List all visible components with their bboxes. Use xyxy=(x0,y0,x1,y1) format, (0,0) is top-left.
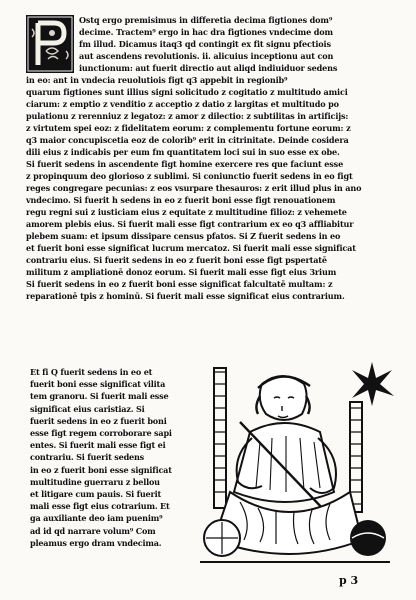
text-line: plebem suam: et ipsum dissipare census pfatos. Si Z fuerit sedens in eo xyxy=(26,231,341,241)
column-line: ga auxiliante deo iam puenim⁹ xyxy=(30,513,163,524)
column-line: fuerit sedens in eo z fuerit boni xyxy=(30,415,167,426)
column-line: et litigare cum pauis. Si fuerit xyxy=(30,489,161,500)
column-line: multitudine guerraru z bellou xyxy=(30,476,160,487)
text-line: dili eius z indicabis per eum fm quantitatem loci sui in suo esse ex obe. xyxy=(26,147,340,157)
text-line: fm illud. Dicamus itaq3 qd contingit ex fit signu pfectiois xyxy=(79,39,331,49)
text-line: z virtutem spei eoz: z fidelitatem eorum: z complementu fortune eorum: z xyxy=(26,123,351,133)
text-line: pulationu z rerenniuz z legatoz: z amor z dilectio: z subtilitas in artificijs: xyxy=(26,111,349,121)
column-line: fuerit boni esse significat vilita xyxy=(30,379,166,390)
woodcut-figure-illustration xyxy=(200,362,390,570)
text-line: reparationē tpis z hominū. Si fuerit mali esse significat eius contrarium. xyxy=(26,291,345,301)
column-line: mali esse figt eius cotrarium. Et xyxy=(30,501,170,512)
column-line: ad id qd narrare volum⁹ Com xyxy=(30,525,156,536)
text-line: Si fuerit sedens in eo z fuerit boni esse significat falcultatē multam: z xyxy=(26,279,333,289)
text-line: amorem plebis eius. Si fuerit mali esse figt contrarium ex eo q3 affliabitur xyxy=(26,219,354,229)
text-line: decime. Tractem⁹ ergo in hac dra figtiones vndecime dom xyxy=(79,27,333,37)
text-line: militum z ampliationē donoz eorum. Si fuerit mali esse figt eius 3rium xyxy=(26,267,337,277)
text-line: iunctionum: aut fuerit directio aut aliqd indiuiduor sedens xyxy=(79,63,338,73)
column-line: pleamus ergo dram vndecima. xyxy=(30,537,162,548)
text-line: Ostq ergo premisimus in differetia decima figtiones dom⁹ xyxy=(79,15,333,25)
text-line: vndecimo. Si fuerit h sedens in eo z fuerit boni esse figt renouationem xyxy=(26,195,336,205)
text-line: ciarum: z emptio z venditio z acceptio z datio z largitas et multitudo po xyxy=(26,99,339,109)
column-text-block xyxy=(30,366,193,549)
text-line: reges congregare pecunias: z eos vsurpare thesauros: z erit illud plus in ano xyxy=(26,183,362,193)
column-line: Et fi Q fuerit sedens in eo et xyxy=(30,367,153,377)
text-line: z propinquum deo glorioso z sublimi. Si coniunctio fuerit sedens in eo figt xyxy=(26,171,353,181)
column-line: in eo z fuerit boni esse significat xyxy=(30,464,172,475)
text-line: contrariu eius. Si fuerit sedens in eo z fuerit boni esse figt pspertatē xyxy=(26,255,327,265)
text-line: quarum figtiones sunt illius signi solicitudo z cogitatio z multitudo amici xyxy=(26,87,348,97)
text-line: Si fuerit sedens in ascendente figt homine exercere res que faciunt esse xyxy=(26,159,344,169)
main-text-block xyxy=(26,14,388,302)
column-line: contrariu. Si fuerit sedens xyxy=(30,452,145,463)
column-line: esse figt regem corroborare sapi xyxy=(30,428,172,439)
text-line: et fuerit boni esse significat lucrum mercatoz. Si fuerit mali esse significat xyxy=(26,243,356,253)
text-line: regu regni sui z iusticiam eius z equitate z multitudine filioz: z vehemete xyxy=(26,207,347,217)
column-line: significat eius caristiaz. Si xyxy=(30,403,145,414)
text-line: in eo: ant in vndecia reuolutiois figt q3 appebit in regionib⁹ xyxy=(26,75,288,85)
text-line: aut ascendens revolutionis. ii. alicuius inceptionu aut con xyxy=(79,51,334,61)
folio-signature: p 3 xyxy=(339,574,359,587)
column-line: entes. Si fuerit mali esse figt ei xyxy=(30,440,166,451)
column-line: tem granoru. Si fuerit mali esse xyxy=(30,391,169,402)
decorated-initial-p xyxy=(26,15,74,73)
text-line: q3 maior concupiscetia eoz de colorib⁹ erit in citrinitate. Deinde cosidera xyxy=(26,135,349,145)
